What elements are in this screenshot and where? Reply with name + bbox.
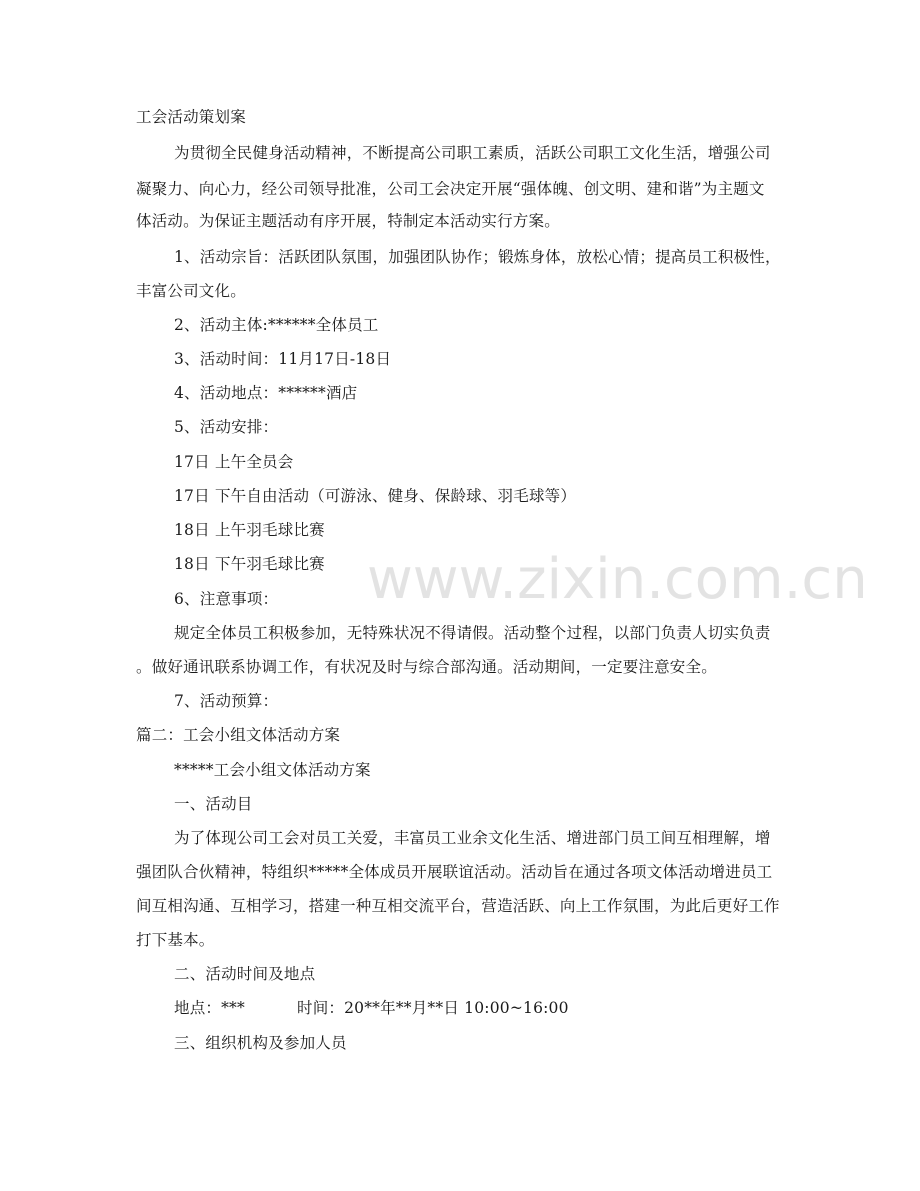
schedule-item: 17日 下午自由活动（可游泳、健身、保龄球、羽毛球等）: [174, 487, 577, 505]
item-7: 7、活动预算：: [174, 692, 279, 710]
intro-line-2: 凝聚力、向心力，经公司领导批准，公司工会决定开展“强体魄、创文明、建和谐”为主题文: [136, 180, 765, 198]
item-1-line-2: 丰富公司文化。: [136, 282, 246, 300]
notes-line-2: 。做好通讯联系协调工作，有状况及时与综合部沟通。活动期间，一定要注意安全。: [136, 658, 717, 676]
section-2-time: 时间：20**年**月**日 10:00~16:00: [297, 999, 569, 1017]
item-6: 6、注意事项：: [174, 590, 279, 608]
item-2: 2、活动主体:******全体员工: [174, 316, 379, 334]
item-4: 4、活动地点：******酒店: [174, 384, 358, 402]
section-1-line-1: 为了体现公司工会对员工关爱，丰富员工业余文化生活、增进部门员工间互相理解，增: [174, 829, 771, 847]
schedule-item: 18日 下午羽毛球比赛: [174, 555, 325, 573]
section-3-title: 三、组织机构及参加人员: [174, 1034, 347, 1052]
section-2-place: 地点：***: [174, 999, 245, 1017]
intro-line-3: 体活动。为保证主题活动有序开展，特制定本活动实行方案。: [136, 212, 560, 230]
notes-line-1: 规定全体员工积极参加，无特殊状况不得请假。活动整个过程，以部门负责人切实负责: [174, 624, 771, 642]
section-2-title: 二、活动时间及地点: [174, 965, 316, 983]
watermark: www.zixin.com.cn: [367, 547, 868, 612]
section-1-title: 一、活动目: [174, 795, 253, 813]
item-3: 3、活动时间：11月17日-18日: [174, 350, 392, 368]
schedule-item: 18日 上午羽毛球比赛: [174, 521, 325, 539]
section-1-line-3: 间互相沟通、互相学习，搭建一种互相交流平台，营造活跃、向上工作氛围，为此后更好工作: [136, 897, 780, 915]
section-1-line-4: 打下基本。: [136, 931, 215, 949]
intro-line-1: 为贯彻全民健身活动精神，不断提高公司职工素质，活跃公司职工文化生活，增强公司: [174, 144, 771, 162]
schedule-item: 17日 上午全员会: [174, 453, 294, 471]
document-title: 工会活动策划案: [136, 108, 246, 126]
section-1-line-2: 强团队合伙精神，特组织*****全体成员开展联谊活动。活动旨在通过各项文体活动增进员工: [136, 863, 773, 881]
item-5: 5、活动安排：: [174, 418, 279, 436]
item-1-line-1: 1、活动宗旨：活跃团队氛围，加强团队协作；锻炼身体，放松心情；提高员工积极性，: [174, 248, 781, 266]
part-2-title: 篇二：工会小组文体活动方案: [136, 726, 341, 744]
part-2-subtitle: *****工会小组文体活动方案: [174, 761, 371, 779]
